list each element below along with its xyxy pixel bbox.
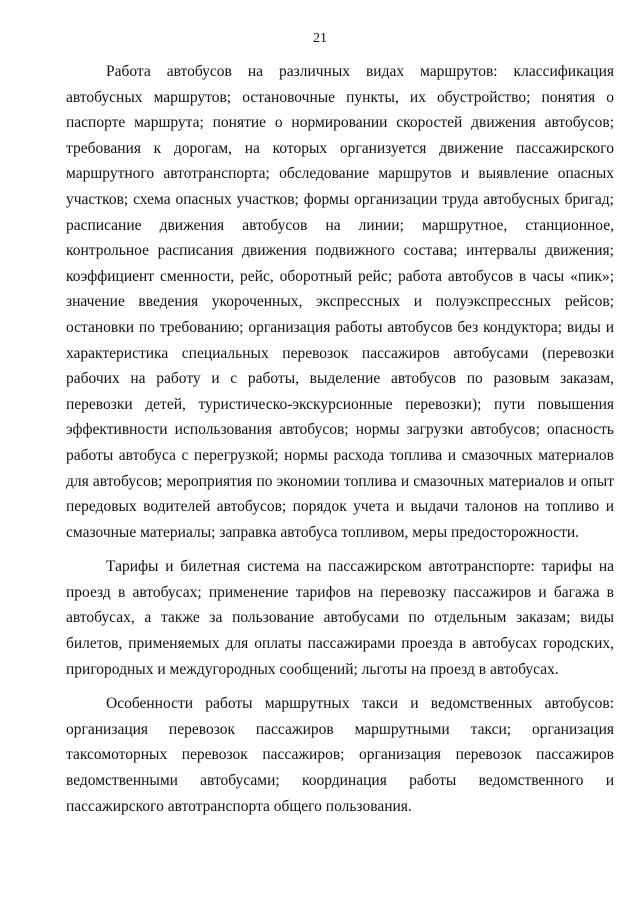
paragraph-tariffs: Тарифы и билетная система на пассажирском автотранспорте: тарифы на проезд в автобусах; применение тарифов на перевозку пассажиров и багажа в автобусах, а также за пользование автобусами по отдельным заказам; виды билетов, применяемых для оплаты пассажирами проезда в автобусах городских, пригородных и междугородных сообщений; льготы на проезд в автобусах. <box>66 558 614 678</box>
page-number: 21 <box>313 31 327 46</box>
body-text <box>66 59 614 819</box>
paragraph-route-taxis: Особенности работы маршрутных такси и ведомственных автобусов: организация перевозок пассажиров маршрутными такси; организация таксомоторных перевозок пассажиров; организация перевозок пассажиров ведомственными автобусами; координация работы ведомственного и пассажирского автотранспорта общего пользования. <box>66 695 614 815</box>
paragraph-bus-routes: Работа автобусов на различных видах маршрутов: классификация автобусных маршрутов; остановочные пункты, их обустройство; понятия о паспорте маршрута; понятие о нормировании скоростей движения автобусов; требования к дорогам, на которых организуется движение пассажирского маршрутного автотранспорта; обследование маршрутов и выявление опасных участков; схема опасных участков; формы организации труда автобусных бригад; расписание движения автобусов на линии; маршрутное, станционное, контрольное расписания движения подвижного состава; интервалы движения; коэффициент сменности, рейс, оборотный рейс; работа автобусов в часы «пик»; значение введения укороченных, экспрессных и полуэкспрессных рейсов; остановки по требованию; организация работы автобусов без кондуктора; виды и характеристика специальных перевозок пассажиров автобусами (перевозки рабочих на работу и с работы, выделение автобусов по разовым заказам, перевозки детей, туристическо-экскурсионные перевозки); пути повышения эффективности использования автобусов; нормы загрузки автобусов; опасность работы автобуса с перегрузкой; нормы расхода топлива и смазочных материалов для автобусов; мероприятия по экономии топлива и смазочных материалов и опыт передовых водителей автобусов; порядок учета и выдачи талонов на топливо и смазочные материалы; заправка автобуса топливом, меры предосторожности. <box>66 63 614 541</box>
